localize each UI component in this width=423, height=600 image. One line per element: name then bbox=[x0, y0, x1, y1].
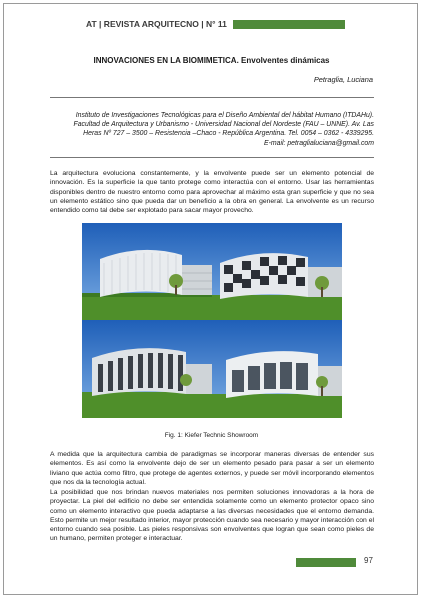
page-number: 97 bbox=[364, 556, 373, 565]
affiliation-block bbox=[50, 111, 374, 148]
affiliation-email: E-mail: petraglialuciana@gmail.com bbox=[263, 139, 374, 147]
article-author: Petraglia, Luciana bbox=[313, 75, 373, 84]
header-accent-bar bbox=[233, 20, 345, 29]
body-paragraph: A medida que la arquitectura cambia de paradigmas se incorporar maneras diversas de entender sus elementos. Es así como la envolvente dejo de ser un elemento pesado para pasar a ser un elemento liviano que actúa como filtro, que protege de agentes externos, y puede ser móvil incorporando elementos que nos da la tecnología actual. bbox=[50, 451, 374, 486]
affiliation-line: Facultad de Arquitectura y Urbanismo - Universidad Nacional del Nordeste (FAU – UNNE). Av. Las bbox=[73, 121, 374, 129]
footer-accent-bar bbox=[296, 558, 356, 567]
building-photo bbox=[82, 320, 212, 418]
affiliation-bottom-rule bbox=[50, 157, 374, 158]
building-photo bbox=[212, 320, 342, 418]
intro-paragraph: La arquitectura evoluciona constantemente, y la envolvente puede ser un elemento potencial de innovación. Es la superficie la que tanto protege como interactúa con el entorno. Usar las herramientas disponibles dentro de nuestro entorno como para aprovechar al máximo esta gran superficie y que no sea un elemento estático sino que pueda dar un beneficio a la obra en general. La envolvente es un recurso entendido como tal debe ser explotado para sacar mayor provecho. bbox=[50, 170, 374, 215]
journal-header bbox=[86, 19, 345, 29]
building-photo bbox=[82, 223, 212, 320]
journal-name: AT | REVISTA ARQUITECNO | N° 11 bbox=[86, 19, 227, 29]
figure-photo-grid bbox=[82, 223, 342, 418]
body-paragraph: La posibilidad que nos brindan nuevos materiales nos permiten soluciones innovadoras a la hora de proyectar. La piel del edificio no debe ser entendida solamente como un elemento protector opaco sino como un elemento interactivo que pueda adaptarse a las diversas necesidades que el entorno demanda. Esto permite un mejor resultado interior, mayor protección cuando sea necesario y mayor interacción con el entorno cuando sea posible. Las pieles responsivas son envolventes que logran que sean como pieles de un humano, permiten proteger e interactuar. bbox=[50, 489, 374, 543]
affiliation-line: Instituto de Investigaciones Tecnológicas para el Diseño Ambiental del hábitat Humano (ITDAHu). bbox=[75, 112, 374, 119]
building-photo bbox=[212, 223, 342, 320]
affiliation-top-rule bbox=[50, 97, 374, 98]
affiliation-line: Heras Nº 727 – 3500 – Resistencia –Chaco - República Argentina. Tel. 0054 – 0362 - 4339295. bbox=[83, 130, 374, 138]
article-title: INNOVACIONES EN LA BIOMIMETICA. Envolventes dinámicas bbox=[93, 56, 330, 65]
figure-caption: Fig. 1: Kiefer Technic Showroom bbox=[164, 432, 259, 439]
